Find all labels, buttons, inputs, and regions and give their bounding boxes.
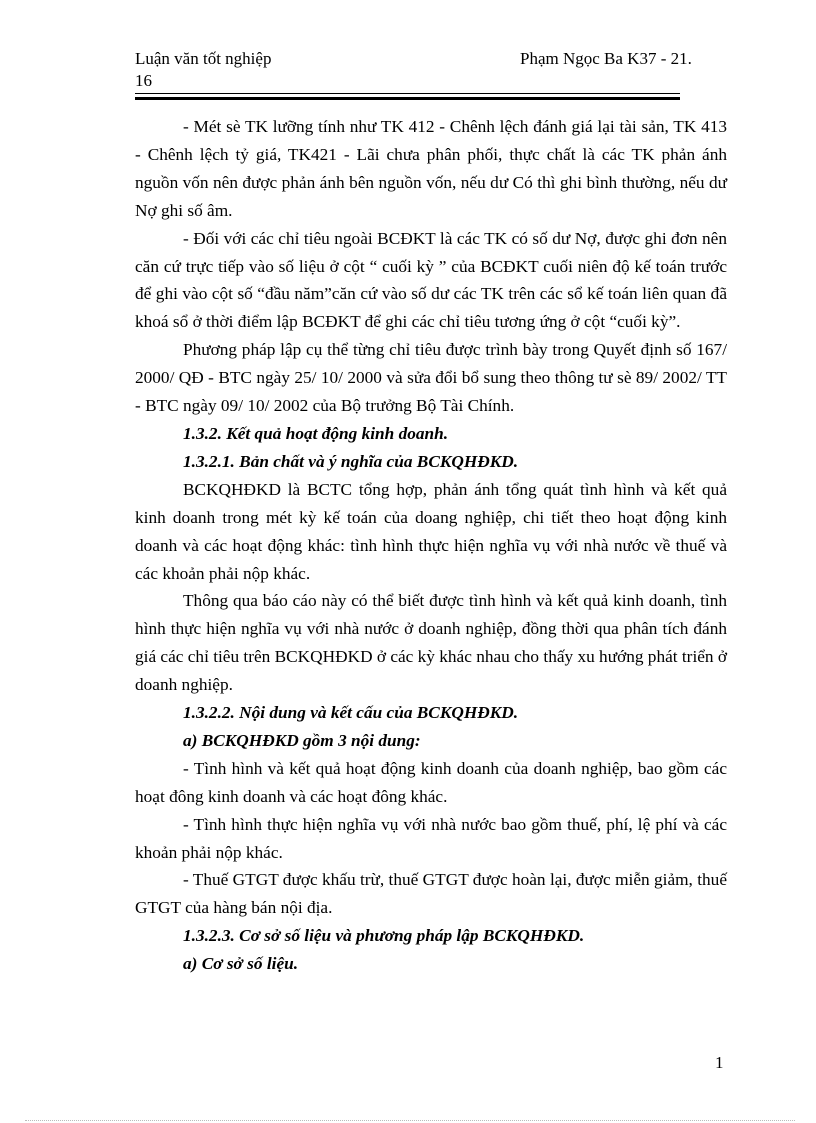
body-text — [135, 113, 727, 978]
page-bottom-divider — [25, 1120, 795, 1121]
section-heading: a) BCKQHĐKD gồm 3 nội dung: — [183, 730, 421, 750]
section-heading: 1.3.2.2. Nội dung và kết cấu của BCKQHĐKD. — [183, 703, 519, 723]
section-heading: 1.3.2. Kết quả hoạt động kinh doanh. — [183, 423, 449, 443]
section-heading: 1.3.2.1. Bản chất và ý nghĩa của BCKQHĐKD. — [183, 451, 519, 471]
header-page-number: 16 — [135, 71, 152, 90]
paragraph: BCKQHĐKD là BCTC tổng hợp, phản ánh tổng quát tình hình và kết quả kinh doanh trong mét kỳ kế toán của doang nghiệp, chi tiết theo hoạt động kinh doanh và các hoạt động khác: tình hình thực hiện nghĩa vụ với nhà nước về thuế và các khoản phải nộp khác. — [135, 479, 727, 583]
paragraph: Phương pháp lập cụ thể từng chỉ tiêu được trình bày trong Quyết định số 167/ 2000/ QĐ - BTC ngày 25/ 10/ 2000 và sửa đổi bổ sung theo thông tư sè 89/ 2002/ TT - BTC ngày 09/ 10/ 2002 của Bộ trưởng Bộ Tài Chính. — [135, 340, 727, 416]
header-rule-thick — [135, 97, 680, 100]
header-thesis-label: Luận văn tốt nghiệp — [135, 49, 272, 68]
paragraph: - Đối với các chỉ tiêu ngoài BCĐKT là các TK có số dư Nợ, được ghi đơn nên căn cứ trực tiếp vào số liệu ở cột “ cuối kỳ ” của BCĐKT cuối niên độ kế toán trước để ghi vào cột số “đầu năm”căn cứ vào số dư các TK trên các sổ kế toán liên quan đã khoá sổ ở thời điểm lập BCĐKT để ghi các chỉ tiêu tương ứng ở cột “cuối kỳ”. — [135, 228, 727, 332]
paragraph: - Tình hình và kết quả hoạt động kinh doanh của doanh nghiệp, bao gồm các hoạt đông kinh doanh và các hoạt đông khác. — [135, 758, 727, 806]
paragraph: Thông qua báo cáo này có thể biết được tình hình và kết quả kinh doanh, tình hình thực hiện nghĩa vụ với nhà nước ở doanh nghiệp, đồng thời qua phân tích đánh giá các chỉ tiêu trên BCKQHĐKD ở các kỳ khác nhau cho thấy xu hướng phát triển ở doanh nghiệp. — [135, 591, 728, 695]
paragraph: - Thuế GTGT được khấu trừ, thuế GTGT được hoàn lại, được miễn giảm, thuế GTGT của hàng bán nội địa. — [135, 870, 727, 918]
header-rule-thin — [135, 93, 680, 94]
section-heading: a) Cơ sở số liệu. — [183, 954, 299, 974]
paragraph: - Mét sè TK lưỡng tính như TK 412 - Chênh lệch đánh giá lại tài sản, TK 413 - Chênh lệch tỷ giá, TK421 - Lãi chưa phân phối, thực chất là các TK phản ánh nguồn vốn nên được phản ánh bên nguồn vốn, nếu dư Có thì ghi bình thường, nếu dư Nợ ghi số âm. — [135, 117, 727, 220]
paragraph: - Tình hình thực hiện nghĩa vụ với nhà nước bao gồm thuế, phí, lệ phí và các khoản phải nộp khác. — [135, 814, 727, 862]
header-author: Phạm Ngọc Ba K37 - 21. — [520, 49, 692, 68]
section-heading: 1.3.2.3. Cơ sở số liệu và phương pháp lập BCKQHĐKD. — [183, 926, 585, 946]
footer-page-number: 1 — [715, 1053, 724, 1072]
